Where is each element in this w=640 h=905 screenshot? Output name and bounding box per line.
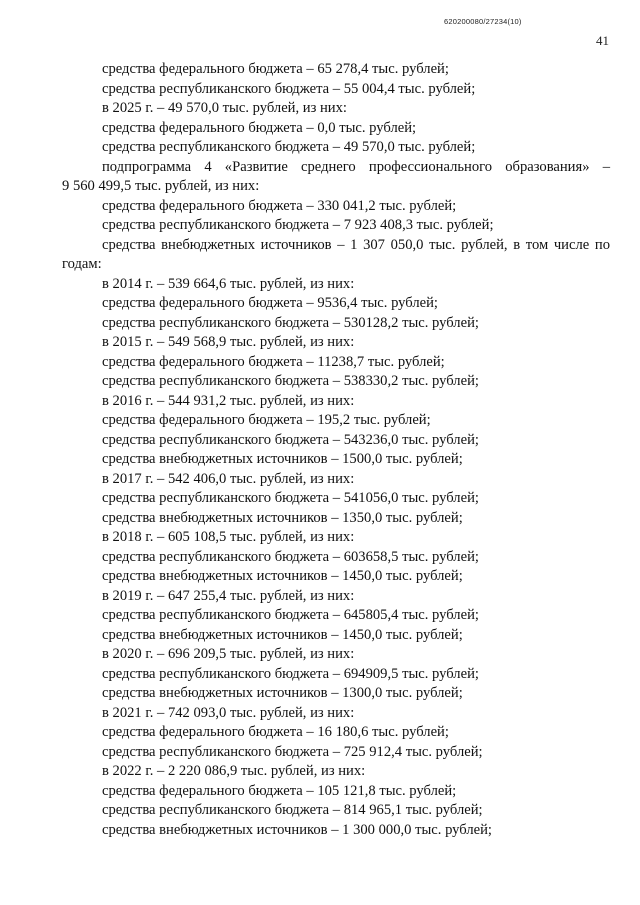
subprogram-heading: подпрограмма 4 «Развитие среднего профессионального образования» –: [102, 158, 610, 175]
text-line: средства внебюджетных источников – 1350,0 тыс. рублей;: [102, 509, 463, 526]
text-line: средства внебюджетных источников – 1450,0 тыс. рублей;: [102, 568, 463, 584]
year-line: в 2016 г. – 544 931,2 тыс. рублей, из них:: [102, 392, 355, 409]
text-line: средства внебюджетных источников – 1300,0 тыс. рублей;: [102, 685, 463, 701]
text-line: средства федерального бюджета – 16 180,6 тыс. рублей;: [102, 724, 449, 740]
year-line: в 2014 г. – 539 664,6 тыс. рублей, из них:: [102, 275, 355, 292]
text-line: средства федерального бюджета – 330 041,2 тыс. рублей;: [102, 197, 457, 214]
year-line: в 2018 г. – 605 108,5 тыс. рублей, из них:: [102, 529, 355, 545]
text-line: средства внебюджетных источников – 1 307 050,0 тыс. рублей, в том числе по: [102, 236, 610, 253]
text-line: средства республиканского бюджета – 530128,2 тыс. рублей;: [102, 314, 479, 331]
text-line: в 2025 г. – 49 570,0 тыс. рублей, из них:: [102, 100, 347, 116]
text-line: средства республиканского бюджета – 49 570,0 тыс. рублей;: [102, 139, 476, 155]
year-line: в 2015 г. – 549 568,9 тыс. рублей, из них:: [102, 334, 355, 350]
text-line: средства федерального бюджета – 11238,7 тыс. рублей;: [102, 353, 445, 370]
text-line: средства республиканского бюджета – 541056,0 тыс. рублей;: [102, 490, 479, 506]
text-line: средства федерального бюджета – 195,2 тыс. рублей;: [102, 412, 431, 428]
text-line: годам:: [62, 256, 102, 272]
year-line: в 2017 г. – 542 406,0 тыс. рублей, из них:: [102, 470, 355, 487]
text-line: средства внебюджетных источников – 1500,0 тыс. рублей;: [102, 451, 463, 467]
text-line: средства республиканского бюджета – 694909,5 тыс. рублей;: [102, 665, 479, 682]
text-line: средства федерального бюджета – 0,0 тыс. рублей;: [102, 119, 417, 136]
year-line: в 2020 г. – 696 209,5 тыс. рублей, из них:: [102, 646, 355, 662]
text-line: средства внебюджетных источников – 1 300 000,0 тыс. рублей;: [102, 821, 492, 838]
page-number: 41: [596, 33, 609, 48]
text-line: средства федерального бюджета – 9536,4 тыс. рублей;: [102, 295, 438, 311]
document-body: [62, 60, 610, 840]
subprogram-total: 9 560 499,5 тыс. рублей, из них:: [62, 178, 260, 194]
text-line: средства республиканского бюджета – 603658,5 тыс. рублей;: [102, 548, 479, 565]
year-line: в 2021 г. – 742 093,0 тыс. рублей, из них:: [102, 704, 355, 721]
document-code: 620200080/27234(10): [444, 17, 522, 26]
text-line: средства республиканского бюджета – 55 004,4 тыс. рублей;: [102, 80, 476, 97]
year-line: в 2022 г. – 2 220 086,9 тыс. рублей, из них:: [102, 763, 366, 779]
text-line: средства республиканского бюджета – 7 923 408,3 тыс. рублей;: [102, 217, 494, 233]
text-line: средства республиканского бюджета – 814 965,1 тыс. рублей;: [102, 802, 483, 818]
year-line: в 2019 г. – 647 255,4 тыс. рублей, из них:: [102, 587, 355, 604]
text-line: средства федерального бюджета – 105 121,8 тыс. рублей;: [102, 782, 457, 799]
text-line: средства внебюджетных источников – 1450,0 тыс. рублей;: [102, 626, 463, 643]
text-line: средства республиканского бюджета – 543236,0 тыс. рублей;: [102, 431, 479, 448]
text-line: средства федерального бюджета – 65 278,4 тыс. рублей;: [102, 61, 449, 77]
text-line: средства республиканского бюджета – 725 912,4 тыс. рублей;: [102, 743, 483, 760]
text-line: средства республиканского бюджета – 645805,4 тыс. рублей;: [102, 607, 479, 623]
text-line: средства республиканского бюджета – 538330,2 тыс. рублей;: [102, 373, 479, 389]
